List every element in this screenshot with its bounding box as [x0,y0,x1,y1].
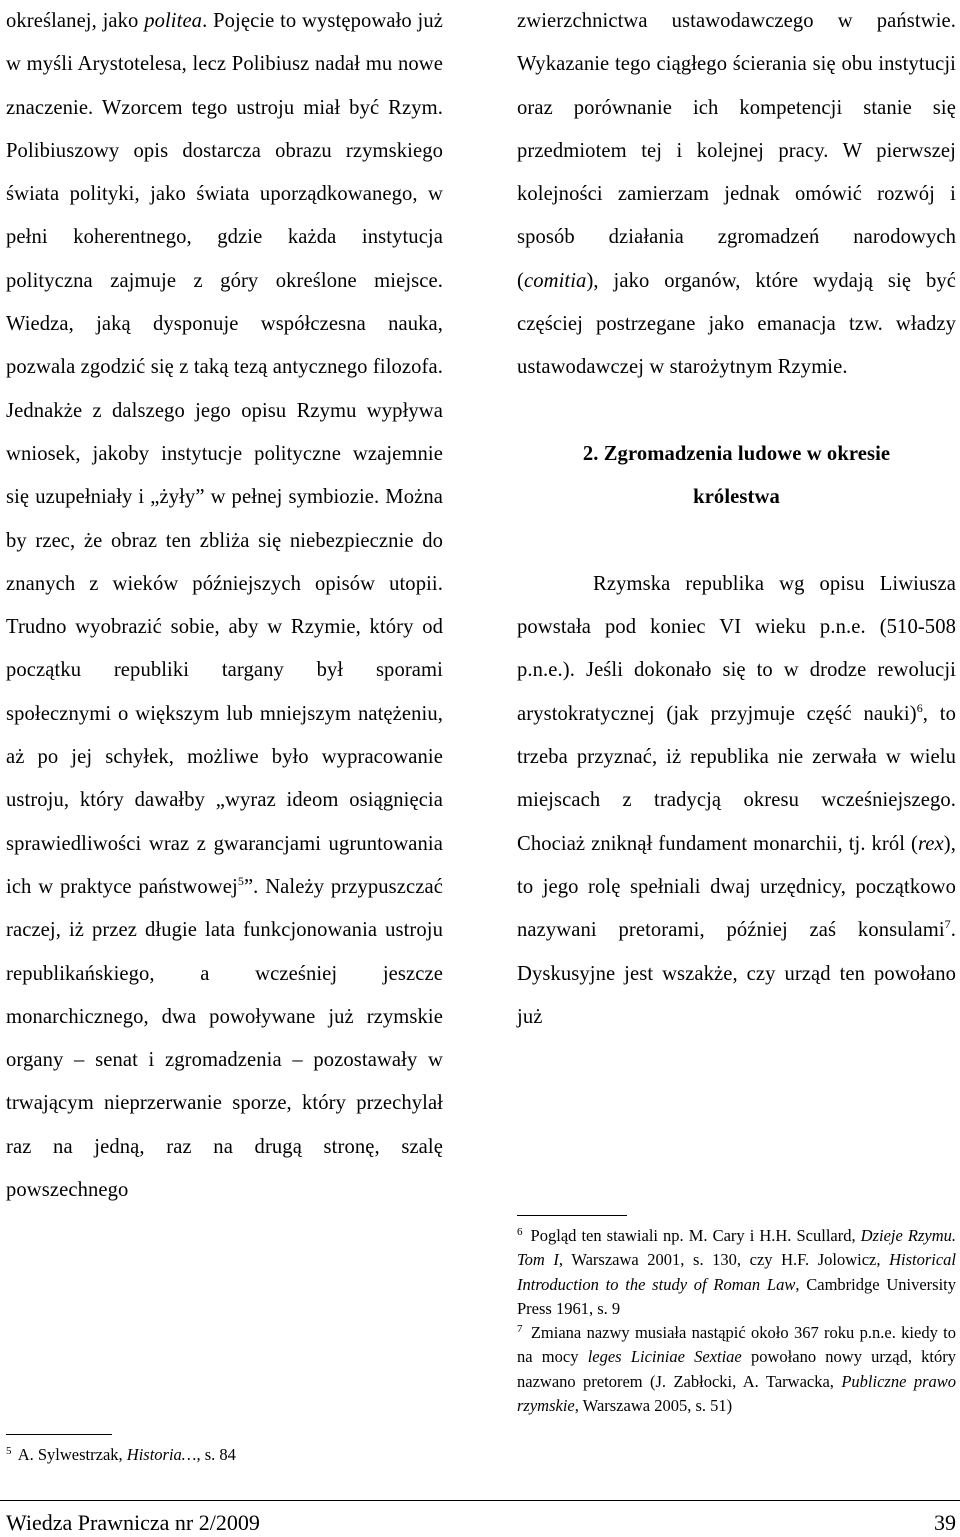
footnote-ref-5[interactable]: 5 [237,874,244,889]
footnotes-right [517,1224,956,1418]
left-column [6,0,443,1212]
text-span: powołano nowy urząd, który nazwano pretorem (J. Zabłocki, A. Tarwacka, [517,1347,956,1391]
footnote-number: 7 [517,1322,523,1335]
heading-line-2: królestwa [693,486,780,509]
footnote-separator [517,1215,627,1216]
text-span: zwierzchnictwa ustawodawczego w państwie. Wykazanie tego ciągłego ścierania się obu instytucji oraz porównanie ich kompetencji stanie się przedmiotem tej i kolejnej pracy. W pierwszej kolejności zamierzam jednak omówić rozwój i sposób działania zgromadzeń narodowych ( [517,10,956,292]
footer-rule [0,1500,960,1501]
footnote-ref-6[interactable]: 6 [916,700,923,715]
spacer [517,520,956,563]
text-span: ), jako organów, które wydają się być częściej postrzegane jako emanacja tzw. władzy ustawodawczej w starożytnym Rzymie. [517,269,956,379]
right-paragraph-2 [517,563,956,1039]
section-heading [517,433,956,520]
footnote-5 [6,1443,443,1467]
footnote-separator [6,1434,112,1435]
text-span: , Warszawa 2005, s. 51) [574,1396,733,1416]
italic-term: comitia [523,269,587,292]
journal-name: Wiedza Prawnicza nr 2/2009 [6,1510,260,1535]
italic-title: Dzieje Rzymu. Tom I [517,1226,956,1270]
text-span: . Dyskusyjne jest wszakże, czy urząd ten powołano już [517,919,956,1028]
footnote-number: 6 [517,1225,523,1238]
heading-line-1: 2. Zgromadzenia ludowe w okresie [582,442,891,465]
text-span: Rzymska republika wg opisu Liwiusza powstała pod koniec VI wieku p.n.e. (510-508 p.n.e.). Jeśli dokonało się to w drodze rewolucji arystokratycznej (jak przyjmuje część nauki) [517,572,956,725]
footnote-ref-7[interactable]: 7 [944,917,951,932]
spacer [517,390,956,433]
right-paragraph-1 [517,0,956,390]
italic-title: Publiczne prawo rzymskie [517,1371,957,1416]
italic-term: politea [144,10,203,32]
text-span: Pogląd ten stawiali np. M. Cary i H.H. Scullard, [525,1226,861,1245]
text-span: , s. 84 [196,1445,236,1464]
text-span: ), to jego rolę spełniali dwaj urzędnicy, początkowo nazywani pretorami, później zaś konsulami [517,832,956,942]
italic-title: leges Liciniae Sextiae [587,1347,742,1367]
italic-title: Historical Introduction to the study of Roman Law [517,1250,956,1294]
footnote-7 [517,1321,956,1418]
text-span: określanej, jako [6,10,145,32]
page-number: 39 [934,1510,956,1535]
text-span: , to trzeba przyznać, iż republika nie zerwała w wielu miejscach z tradycją okresu wcześniejszego. Chociaż zniknął fundament monarchii, tj. król ( [517,702,956,855]
right-column [517,0,956,1039]
text-span: Zmiana nazwy musiała nastąpić około 367 roku p.n.e. kiedy to na mocy [517,1323,956,1367]
footnote-number: 5 [6,1444,12,1457]
footnote-6 [517,1224,956,1321]
text-span: ”. Należy przypuszczać raczej, iż przez długie lata funkcjonowania ustroju republikańskiego, a wcześniej jeszcze monarchicznego, dwa powoływane już rzymskie organy – senat i zgromadzenia – pozostawały w trwającym nieprzerwanie sporze, który przechylał raz na jedną, raz na drugą stronę, szalę powszechnego [6,875,443,1202]
text-span: A. Sylwestrzak, [14,1445,127,1464]
text-span: , Warszawa 2001, s. 130, czy H.F. Jolowicz, [558,1250,890,1270]
left-paragraph [6,0,443,1212]
italic-term: rex [917,832,944,855]
italic-title: Historia… [126,1445,197,1464]
text-span: . Pojęcie to występowało już w myśli Arystotelesa, lecz Polibiusz nadał mu nowe znaczenie. Wzorcem tego ustroju miał być Rzym. Polibiuszowy opis dostarcza obrazu rzymskiego świata polityki, jako świata uporządkowanego, w pełni koherentnego, gdzie każda instytucja polityczna zajmuje z góry określone miejsce. Wiedza, jaką dysponuje współczesna nauka, pozwala zgodzić się z taką tezą antycznego filozofa. Jednakże z dalszego jego opisu Rzymu wypływa wniosek, jakoby instytucje polityczne wzajemnie się uzupełniały i „żyły” w pełnej symbiozie. Można by rzec, że obraz ten zbliża się niebezpiecznie do znanych z wieków późniejszych opisów utopii. Trudno wyobrazić sobie, aby w Rzymie, który od początku republiki targany był sporami społecznymi o większym lub mniejszym natężeniu, aż po jej schyłek, możliwe było wypracowanie ustroju, który dawałby „wyraz ideom osiągnięcia sprawiedliwości wraz z gwarancjami ugruntowania ich w praktyce państwowej [6,10,443,898]
text-span: , Cambridge University Press 1961, s. 9 [517,1274,956,1318]
